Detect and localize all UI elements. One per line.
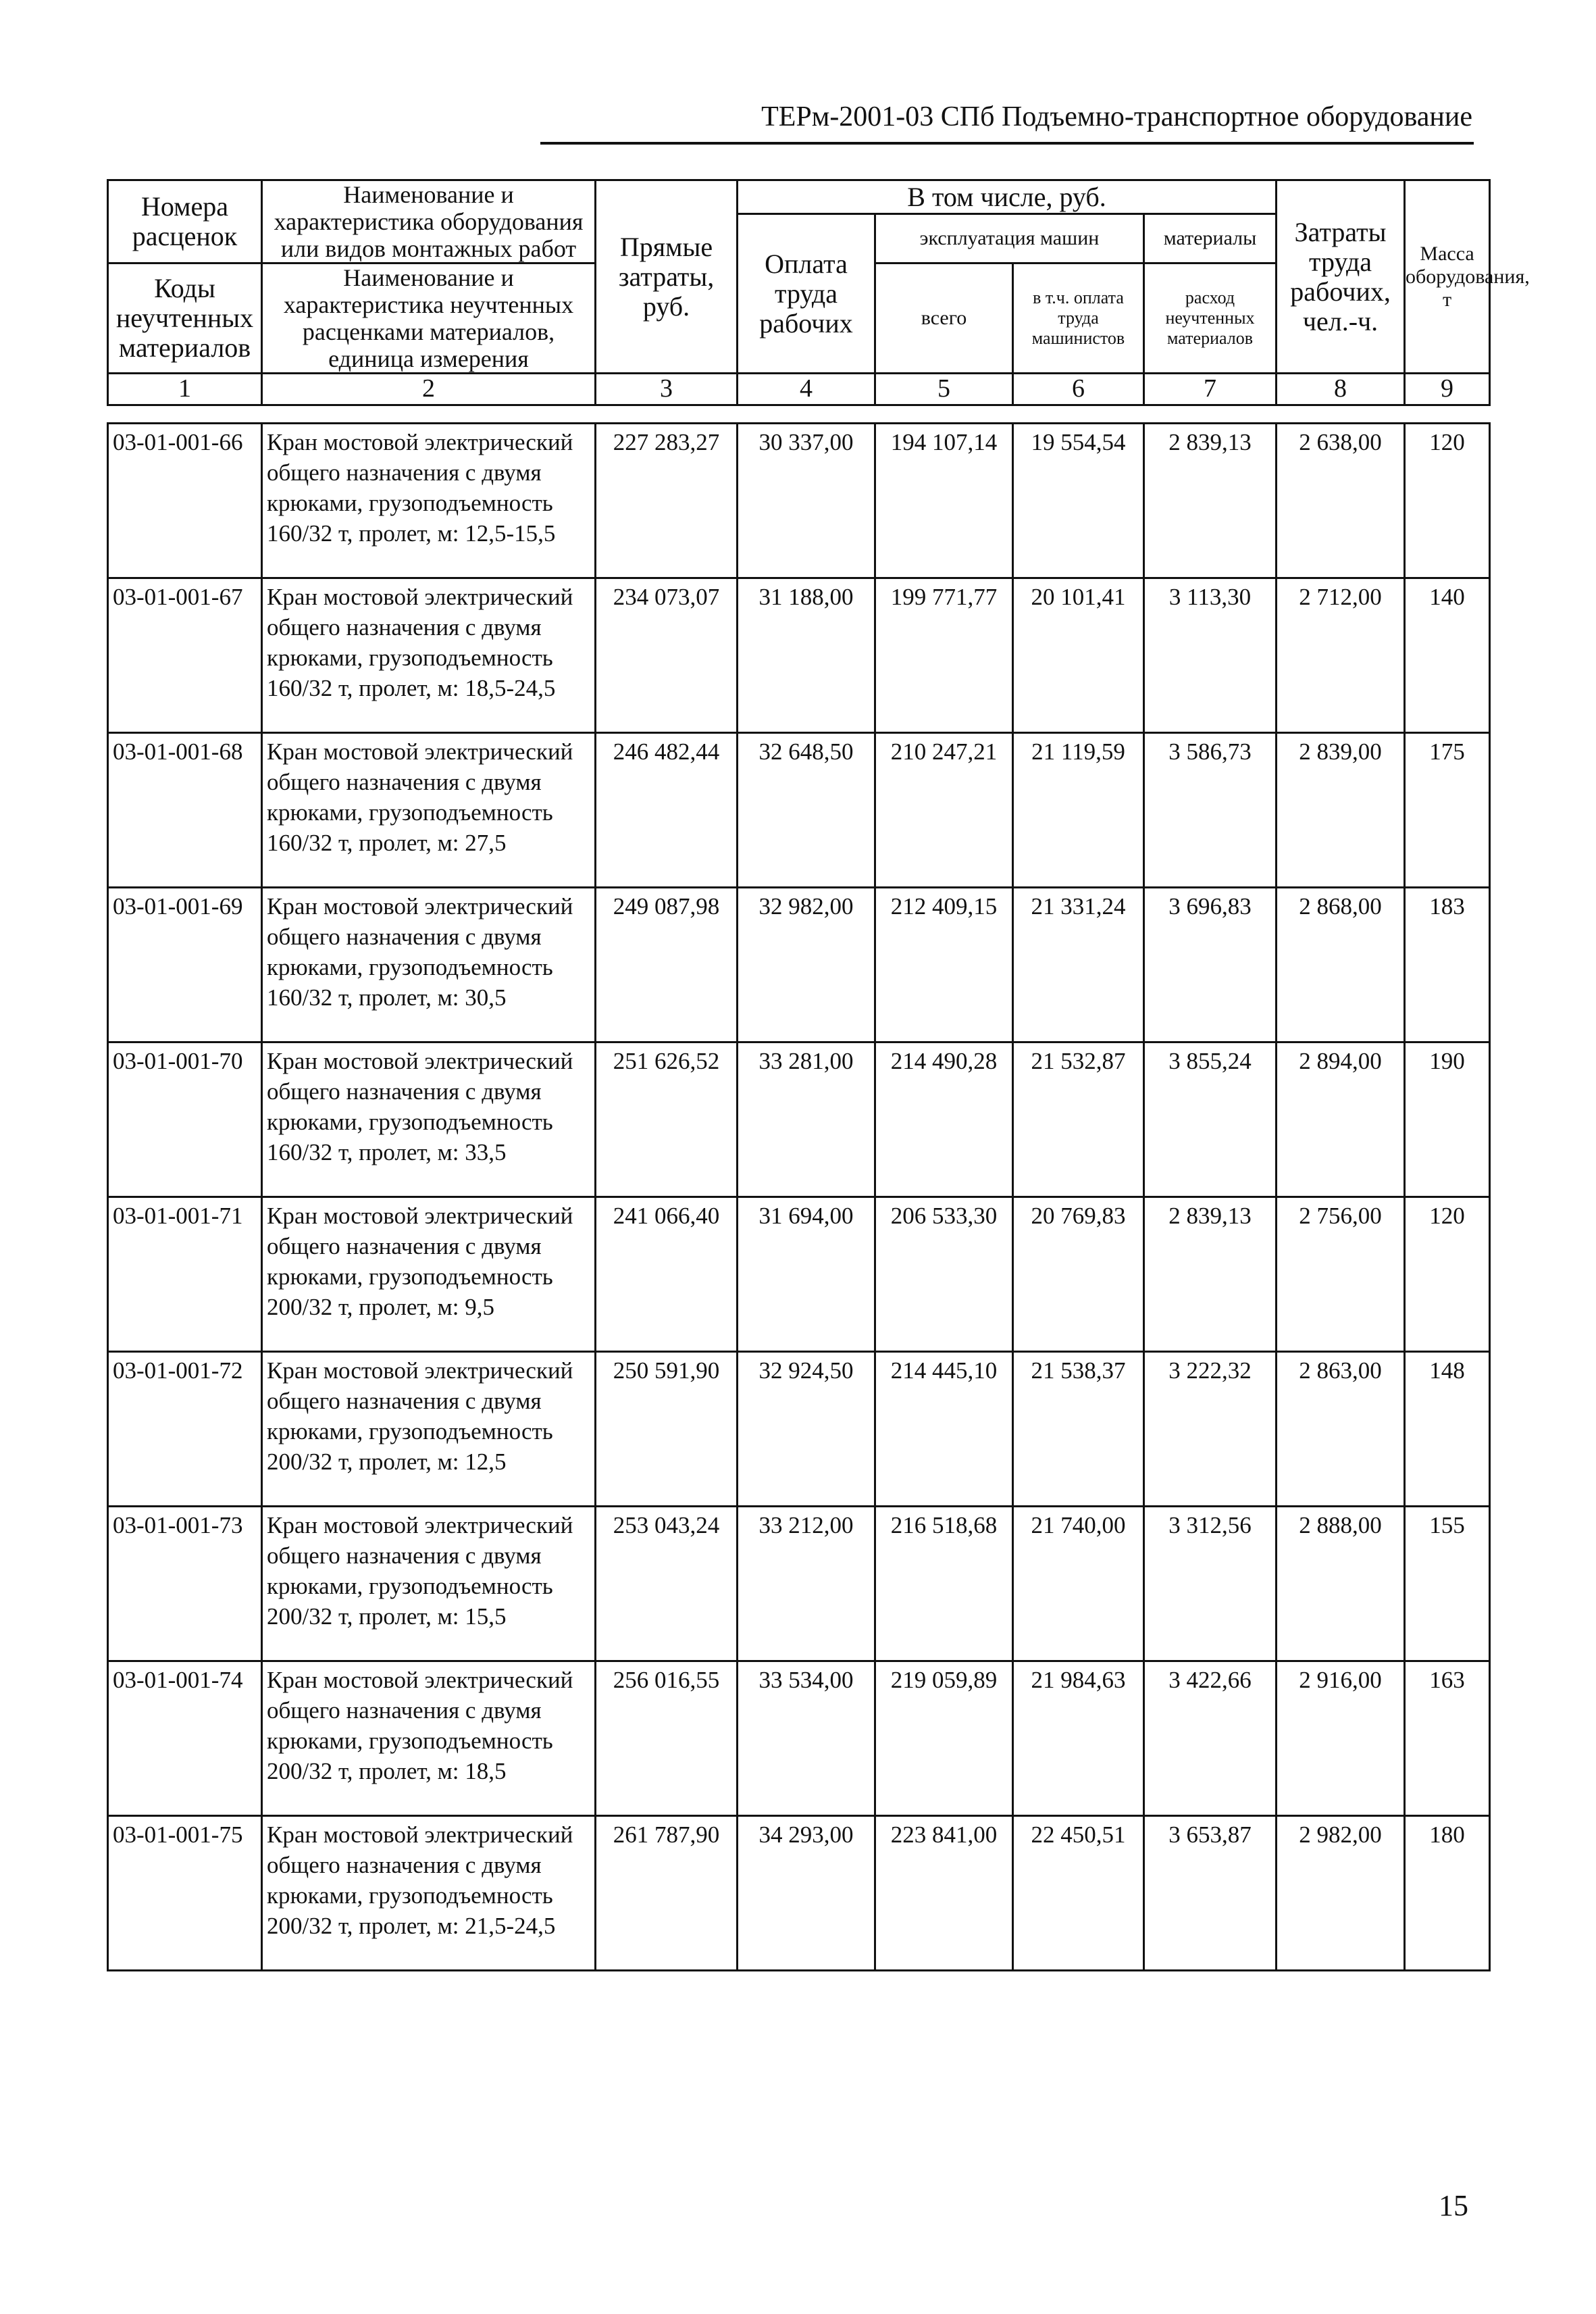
cell-machinists: 22 450,51 [1013, 1816, 1144, 1971]
equipment-description [262, 1507, 596, 1661]
cell-mass: 140 [1405, 578, 1490, 733]
header-equipment-mass: Масса оборудования, т [1405, 180, 1490, 374]
description-line: 160/32 т, пролет, м: 18,5-24,5 [267, 675, 556, 701]
description-line: Кран мостовой электрический [267, 584, 573, 610]
cell-mass: 163 [1405, 1661, 1490, 1816]
cell-materials: 3 653,87 [1144, 1816, 1277, 1971]
cell-machines-total: 214 445,10 [875, 1352, 1013, 1507]
cell-machinists: 21 984,63 [1013, 1661, 1144, 1816]
cell-machinists: 21 538,37 [1013, 1352, 1144, 1507]
equipment-description [262, 578, 596, 733]
description-line: крюками, грузоподъемность [267, 1573, 553, 1599]
header-rate-numbers: Номера расценок [108, 180, 262, 263]
cell-hours: 2 894,00 [1277, 1042, 1405, 1197]
cell-hours: 2 712,00 [1277, 578, 1405, 733]
cell-machinists: 20 101,41 [1013, 578, 1144, 733]
rate-code: 03-01-001-75 [108, 1816, 262, 1971]
cell-mass: 148 [1405, 1352, 1490, 1507]
table-row [108, 733, 1490, 888]
cell-materials: 3 422,66 [1144, 1661, 1277, 1816]
cell-hours: 2 868,00 [1277, 888, 1405, 1042]
cell-mass: 120 [1405, 1197, 1490, 1352]
cell-direct: 227 283,27 [596, 424, 738, 578]
cell-direct: 246 482,44 [596, 733, 738, 888]
cell-machines-total: 216 518,68 [875, 1507, 1013, 1661]
cell-machines-total: 194 107,14 [875, 424, 1013, 578]
cell-materials: 3 222,32 [1144, 1352, 1277, 1507]
description-line: общего назначения с двумя [267, 1078, 542, 1105]
cell-materials: 3 586,73 [1144, 733, 1277, 888]
cell-direct: 249 087,98 [596, 888, 738, 1042]
cell-materials: 3 113,30 [1144, 578, 1277, 733]
rates-table [107, 422, 1491, 1971]
description-line: крюками, грузоподъемность [267, 1882, 553, 1909]
cell-hours: 2 888,00 [1277, 1507, 1405, 1661]
description-line: крюками, грузоподъемность [267, 1728, 553, 1754]
description-line: 200/32 т, пролет, м: 18,5 [267, 1758, 507, 1784]
table-row [108, 1661, 1490, 1816]
rate-code: 03-01-001-66 [108, 424, 262, 578]
equipment-description [262, 1816, 596, 1971]
equipment-description [262, 424, 596, 578]
cell-labor: 33 281,00 [738, 1042, 875, 1197]
header-materials-consumption: расход неучтенных материалов [1144, 263, 1277, 374]
column-number: 4 [738, 374, 875, 405]
cell-materials: 3 696,83 [1144, 888, 1277, 1042]
description-line: общего назначения с двумя [267, 1542, 542, 1569]
cell-mass: 180 [1405, 1816, 1490, 1971]
cell-machinists: 21 331,24 [1013, 888, 1144, 1042]
column-number: 6 [1013, 374, 1144, 405]
description-line: Кран мостовой электрический [267, 893, 573, 920]
rate-code: 03-01-001-74 [108, 1661, 262, 1816]
description-line: 160/32 т, пролет, м: 33,5 [267, 1139, 507, 1165]
description-line: 200/32 т, пролет, м: 21,5-24,5 [267, 1913, 556, 1939]
cell-labor: 34 293,00 [738, 1816, 875, 1971]
header-machines-total: всего [875, 263, 1013, 374]
description-line: крюками, грузоподъемность [267, 490, 553, 516]
equipment-description [262, 1197, 596, 1352]
column-number: 7 [1144, 374, 1277, 405]
cell-hours: 2 839,00 [1277, 733, 1405, 888]
cell-machinists: 20 769,83 [1013, 1197, 1144, 1352]
cell-hours: 2 638,00 [1277, 424, 1405, 578]
cell-direct: 234 073,07 [596, 578, 738, 733]
header-divider [540, 142, 1474, 145]
cell-mass: 183 [1405, 888, 1490, 1042]
rate-code: 03-01-001-73 [108, 1507, 262, 1661]
table-row [108, 1816, 1490, 1971]
header-including: В том числе, руб. [738, 180, 1277, 214]
cell-machines-total: 214 490,28 [875, 1042, 1013, 1197]
description-line: общего назначения с двумя [267, 924, 542, 950]
description-line: общего назначения с двумя [267, 1852, 542, 1878]
cell-mass: 155 [1405, 1507, 1490, 1661]
description-line: крюками, грузоподъемность [267, 799, 553, 826]
description-line: Кран мостовой электрический [267, 1821, 573, 1848]
cell-hours: 2 916,00 [1277, 1661, 1405, 1816]
header-machinists-pay: в т.ч. оплата труда машинистов [1013, 263, 1144, 374]
rate-code: 03-01-001-68 [108, 733, 262, 888]
column-number: 5 [875, 374, 1013, 405]
column-number: 3 [596, 374, 738, 405]
cell-labor: 33 212,00 [738, 1507, 875, 1661]
rate-code: 03-01-001-67 [108, 578, 262, 733]
cell-direct: 261 787,90 [596, 1816, 738, 1971]
description-line: Кран мостовой электрический [267, 1048, 573, 1074]
description-line: Кран мостовой электрический [267, 429, 573, 455]
table-row [108, 1507, 1490, 1661]
header-machine-operation: эксплуатация машин [875, 214, 1144, 263]
header-labor-pay: Оплата труда рабочих [738, 214, 875, 374]
column-number: 2 [262, 374, 596, 405]
rate-code: 03-01-001-71 [108, 1197, 262, 1352]
description-line: общего назначения с двумя [267, 614, 542, 640]
cell-materials: 2 839,13 [1144, 424, 1277, 578]
cell-hours: 2 982,00 [1277, 1816, 1405, 1971]
description-line: 160/32 т, пролет, м: 30,5 [267, 984, 507, 1011]
cell-direct: 256 016,55 [596, 1661, 738, 1816]
cell-mass: 190 [1405, 1042, 1490, 1197]
description-line: Кран мостовой электрический [267, 1512, 573, 1538]
equipment-description [262, 733, 596, 888]
description-line: общего назначения с двумя [267, 1697, 542, 1724]
table-row [108, 578, 1490, 733]
description-line: крюками, грузоподъемность [267, 1109, 553, 1135]
header-table [107, 179, 1530, 406]
description-line: Кран мостовой электрический [267, 1357, 573, 1384]
cell-labor: 32 648,50 [738, 733, 875, 888]
description-line: общего назначения с двумя [267, 1233, 542, 1259]
cell-materials: 3 855,24 [1144, 1042, 1277, 1197]
cell-labor: 31 694,00 [738, 1197, 875, 1352]
header-material-codes: Коды неучтенных материалов [108, 263, 262, 374]
header-unaccounted-materials: Наименование и характеристика неучтенных расценками материалов, единица измерения [262, 263, 596, 374]
cell-labor: 32 982,00 [738, 888, 875, 1042]
cell-labor: 33 534,00 [738, 1661, 875, 1816]
table-row [108, 888, 1490, 1042]
description-line: крюками, грузоподъемность [267, 1263, 553, 1290]
cell-labor: 31 188,00 [738, 578, 875, 733]
cell-labor: 30 337,00 [738, 424, 875, 578]
column-number: 1 [108, 374, 262, 405]
description-line: Кран мостовой электрический [267, 738, 573, 765]
table-row [108, 1042, 1490, 1197]
equipment-description [262, 1042, 596, 1197]
cell-hours: 2 756,00 [1277, 1197, 1405, 1352]
rate-code: 03-01-001-70 [108, 1042, 262, 1197]
cell-direct: 250 591,90 [596, 1352, 738, 1507]
cell-hours: 2 863,00 [1277, 1352, 1405, 1507]
cell-direct: 251 626,52 [596, 1042, 738, 1197]
description-line: 160/32 т, пролет, м: 12,5-15,5 [267, 520, 556, 547]
column-number: 9 [1405, 374, 1490, 405]
description-line: общего назначения с двумя [267, 769, 542, 795]
description-line: крюками, грузоподъемность [267, 954, 553, 980]
description-line: крюками, грузоподъемность [267, 645, 553, 671]
cell-machines-total: 223 841,00 [875, 1816, 1013, 1971]
description-line: общего назначения с двумя [267, 1388, 542, 1414]
description-line: Кран мостовой электрический [267, 1203, 573, 1229]
table-row [108, 1197, 1490, 1352]
table-row [108, 424, 1490, 578]
column-number: 8 [1277, 374, 1405, 405]
description-line: Кран мостовой электрический [267, 1667, 573, 1693]
description-line: 200/32 т, пролет, м: 15,5 [267, 1603, 507, 1630]
cell-labor: 32 924,50 [738, 1352, 875, 1507]
cell-machinists: 21 119,59 [1013, 733, 1144, 888]
page-header-title: ТЕРм-2001-03 СПб Подъемно-транспортное оборудование [761, 101, 1472, 132]
cell-mass: 120 [1405, 424, 1490, 578]
cell-machines-total: 206 533,30 [875, 1197, 1013, 1352]
equipment-description [262, 888, 596, 1042]
header-equipment-name: Наименование и характеристика оборудования или видов монтажных работ [262, 180, 596, 263]
cell-direct: 241 066,40 [596, 1197, 738, 1352]
cell-machines-total: 219 059,89 [875, 1661, 1013, 1816]
cell-machinists: 21 740,00 [1013, 1507, 1144, 1661]
header-materials: материалы [1144, 214, 1277, 263]
cell-machinists: 21 532,87 [1013, 1042, 1144, 1197]
page-number: 15 [1439, 2189, 1468, 2222]
header-direct-costs: Прямые затраты, руб. [596, 180, 738, 374]
description-line: общего назначения с двумя [267, 459, 542, 486]
rate-code: 03-01-001-69 [108, 888, 262, 1042]
header-labor-hours: Затраты труда рабочих, чел.-ч. [1277, 180, 1405, 374]
equipment-description [262, 1352, 596, 1507]
cell-direct: 253 043,24 [596, 1507, 738, 1661]
description-line: 160/32 т, пролет, м: 27,5 [267, 830, 507, 856]
description-line: 200/32 т, пролет, м: 9,5 [267, 1294, 494, 1320]
cell-materials: 3 312,56 [1144, 1507, 1277, 1661]
equipment-description [262, 1661, 596, 1816]
cell-machines-total: 210 247,21 [875, 733, 1013, 888]
cell-machinists: 19 554,54 [1013, 424, 1144, 578]
rate-code: 03-01-001-72 [108, 1352, 262, 1507]
table-row [108, 1352, 1490, 1507]
cell-materials: 2 839,13 [1144, 1197, 1277, 1352]
cell-machines-total: 212 409,15 [875, 888, 1013, 1042]
description-line: 200/32 т, пролет, м: 12,5 [267, 1449, 507, 1475]
description-line: крюками, грузоподъемность [267, 1418, 553, 1444]
cell-machines-total: 199 771,77 [875, 578, 1013, 733]
cell-mass: 175 [1405, 733, 1490, 888]
